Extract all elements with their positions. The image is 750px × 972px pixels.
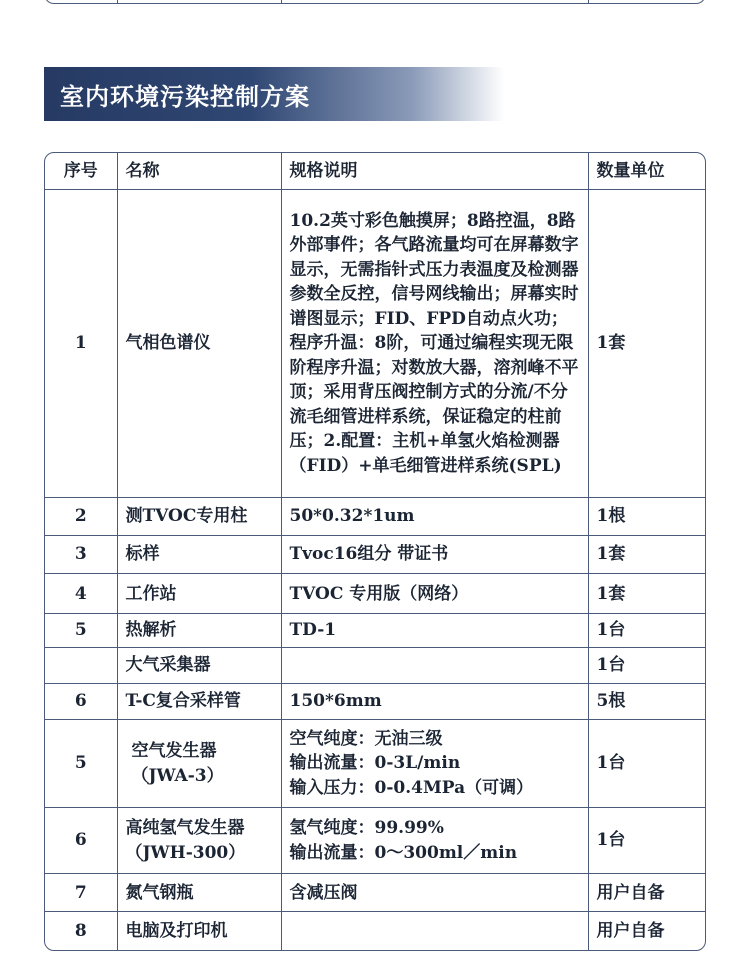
row-no: 4 (45, 574, 117, 614)
row-qty: 1根 (588, 498, 706, 536)
row-spec-line: 输出流量：0～300ml／min (289, 842, 518, 863)
row-spec: Tvoc16组分 带证书 (281, 536, 588, 574)
row-name: 电脑及打印机 (117, 912, 281, 950)
row-qty: 1台 (588, 647, 706, 683)
row-qty: 用户自备 (588, 874, 706, 912)
row-spec: 含减压阀 (281, 874, 588, 912)
row-spec (281, 808, 588, 874)
table-row (45, 808, 706, 874)
row-name: T-C复合采样管 (117, 683, 281, 719)
row-spec: 150*6mm (281, 683, 588, 719)
row-name-line: 空气发生器 (131, 741, 217, 762)
row-spec-line: 输入压力：0-0.4MPa（可调） (289, 777, 534, 798)
row-no: 6 (45, 808, 117, 874)
row-name: 氮气钢瓶 (117, 874, 281, 912)
section-title-bar (44, 67, 504, 121)
row-spec (281, 720, 588, 808)
row-name (117, 720, 281, 808)
row-name-line: 高纯氢气发生器 (125, 818, 245, 839)
row-qty: 5根 (588, 683, 706, 719)
table-header-row (45, 153, 706, 189)
row-spec: TD-1 (281, 614, 588, 648)
row-qty: 1套 (588, 189, 706, 498)
table-row (45, 720, 706, 808)
row-name: 气相色谱仪 (117, 189, 281, 498)
table-row (45, 189, 706, 498)
row-no: 1 (45, 189, 117, 498)
header-no: 序号 (45, 153, 117, 189)
row-qty: 1台 (588, 614, 706, 648)
table-row (45, 574, 706, 614)
row-name: 工作站 (117, 574, 281, 614)
row-name-line: （JWA-3） (131, 765, 224, 786)
row-no: 6 (45, 683, 117, 719)
table-row (45, 536, 706, 574)
row-qty: 1台 (588, 720, 706, 808)
table-row (45, 647, 706, 683)
row-name-line: （JWH-300） (125, 842, 246, 863)
row-spec: 10.2英寸彩色触摸屏；8路控温，8路外部事件；各气路流量均可在屏幕数字显示，无需指针式压力表温度及检测器参数全反控，信号网线输出；屏幕实时谱图显示；FID、FPD自动点火功；程序升温：8阶，可通过编程实现无限阶程序升温；对数放大器，溶剂峰不平顶；采用背压阀控制方式的分流/不分流毛细管进样系统，保证稳定的柱前压；2.配置：主机+单氢火焰检测器（FID）+单毛细管进样系统(SPL) (281, 189, 588, 498)
row-spec (281, 647, 588, 683)
row-qty: 用户自备 (588, 912, 706, 950)
row-no: 3 (45, 536, 117, 574)
previous-table-remnant (44, 0, 706, 4)
row-no (45, 647, 117, 683)
table-row (45, 683, 706, 719)
row-name: 热解析 (117, 614, 281, 648)
row-no: 7 (45, 874, 117, 912)
row-qty: 1台 (588, 808, 706, 874)
row-no: 2 (45, 498, 117, 536)
row-spec-line: 氢气纯度：99.99% (289, 818, 444, 839)
table-row (45, 498, 706, 536)
row-spec (281, 912, 588, 950)
row-qty: 1套 (588, 574, 706, 614)
row-spec: 50*0.32*1um (281, 498, 588, 536)
header-qty: 数量单位 (588, 153, 706, 189)
header-spec: 规格说明 (281, 153, 588, 189)
table-row (45, 912, 706, 950)
row-no: 8 (45, 912, 117, 950)
row-name: 标样 (117, 536, 281, 574)
section-title: 室内环境污染控制方案 (60, 82, 310, 111)
config-table (44, 152, 706, 951)
row-spec: TVOC 专用版（网络） (281, 574, 588, 614)
header-name: 名称 (117, 153, 281, 189)
row-spec-line: 空气纯度：无油三级 (289, 728, 443, 749)
table-row (45, 614, 706, 648)
row-no: 5 (45, 720, 117, 808)
row-qty: 1套 (588, 536, 706, 574)
row-name: 大气采集器 (117, 647, 281, 683)
row-name: 测TVOC专用柱 (117, 498, 281, 536)
row-no: 5 (45, 614, 117, 648)
table-row (45, 874, 706, 912)
row-spec-line: 输出流量：0-3L/min (289, 753, 461, 774)
row-name (117, 808, 281, 874)
